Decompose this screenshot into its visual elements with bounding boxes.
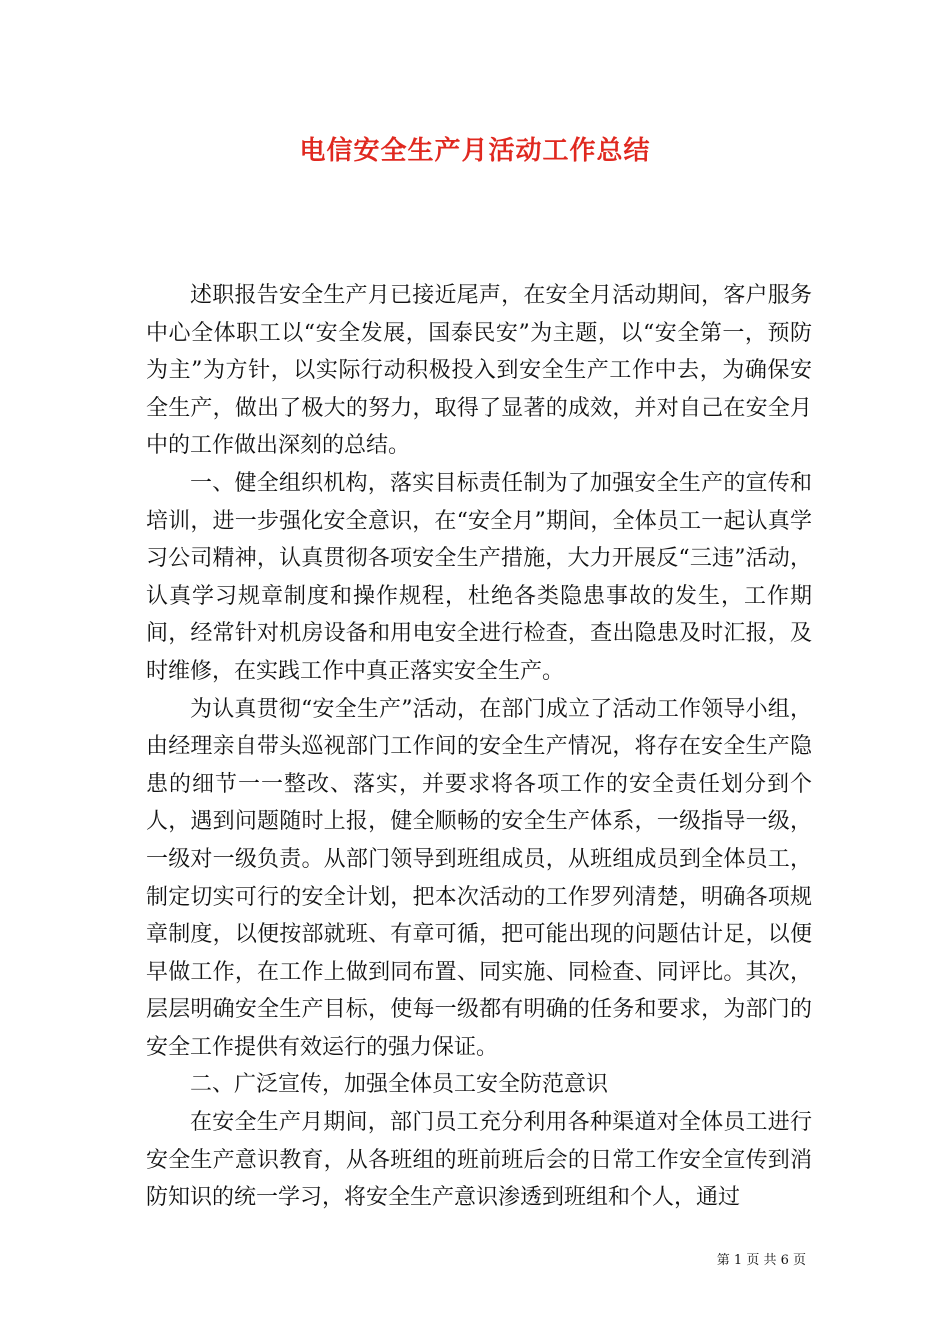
- page-number-footer: 第 1 页 共 6 页: [716, 1253, 806, 1268]
- document-title: 电信安全生产月活动工作总结: [299, 136, 651, 166]
- paragraph-intro: 述职报告安全生产月已接近尾声，在安全月活动期间，客户服务中心全体职工以“安全发展，国泰民安”为主题，以“安全第一，预防为主”为方针，以实际行动积极投入到安全生产工作中去，为确保安全生产，做出了极大的努力，取得了显著的成效，并对自己在安全月中的工作做出深刻的总结。: [146, 283, 812, 459]
- paragraph-leadership-group: 为认真贯彻“安全生产”活动，在部门成立了活动工作领导小组，由经理亲自带头巡视部门工作间的安全生产情况，将存在安全生产隐患的细节一一整改、落实，并要求将各项工作的安全责任划分到个人，遇到问题随时上报，健全顺畅的安全生产体系，一级指导一级，一级对一级负责。从部门领导到班组成员，从班组成员到全体员工，制定切实可行的安全计划，把本次活动的工作罗列清楚，明确各项规章制度，以便按部就班、有章可循，把可能出现的问题估计足，以便早做工作，在工作上做到同布置、同实施、同检查、同评比。其次，层层明确安全生产目标，使每一级都有明确的任务和要求，为部门的安全工作提供有效运行的强力保证。: [146, 696, 812, 1060]
- paragraph-publicity: 在安全生产月期间，部门员工充分利用各种渠道对全体员工进行安全生产意识教育，从各班组的班前班后会的日常工作安全宣传到消防知识的统一学习，将安全生产意识渗透到班组和个人，通过: [146, 1110, 812, 1211]
- paragraph-section-one: 一、健全组织机构，落实目标责任制为了加强安全生产的宣传和培训，进一步强化安全意识，在“安全月”期间，全体员工一起认真学习公司精神，认真贯彻各项安全生产措施，大力开展反“三违”活动，认真学习规章制度和操作规程，杜绝各类隐患事故的发生，工作期间，经常针对机房设备和用电安全进行检查，查出隐患及时汇报，及时维修，在实践工作中真正落实安全生产。: [146, 470, 812, 684]
- document-body: [146, 277, 812, 1217]
- paragraph-section-two-heading: 二、广泛宣传，加强全体员工安全防范意识: [190, 1072, 609, 1098]
